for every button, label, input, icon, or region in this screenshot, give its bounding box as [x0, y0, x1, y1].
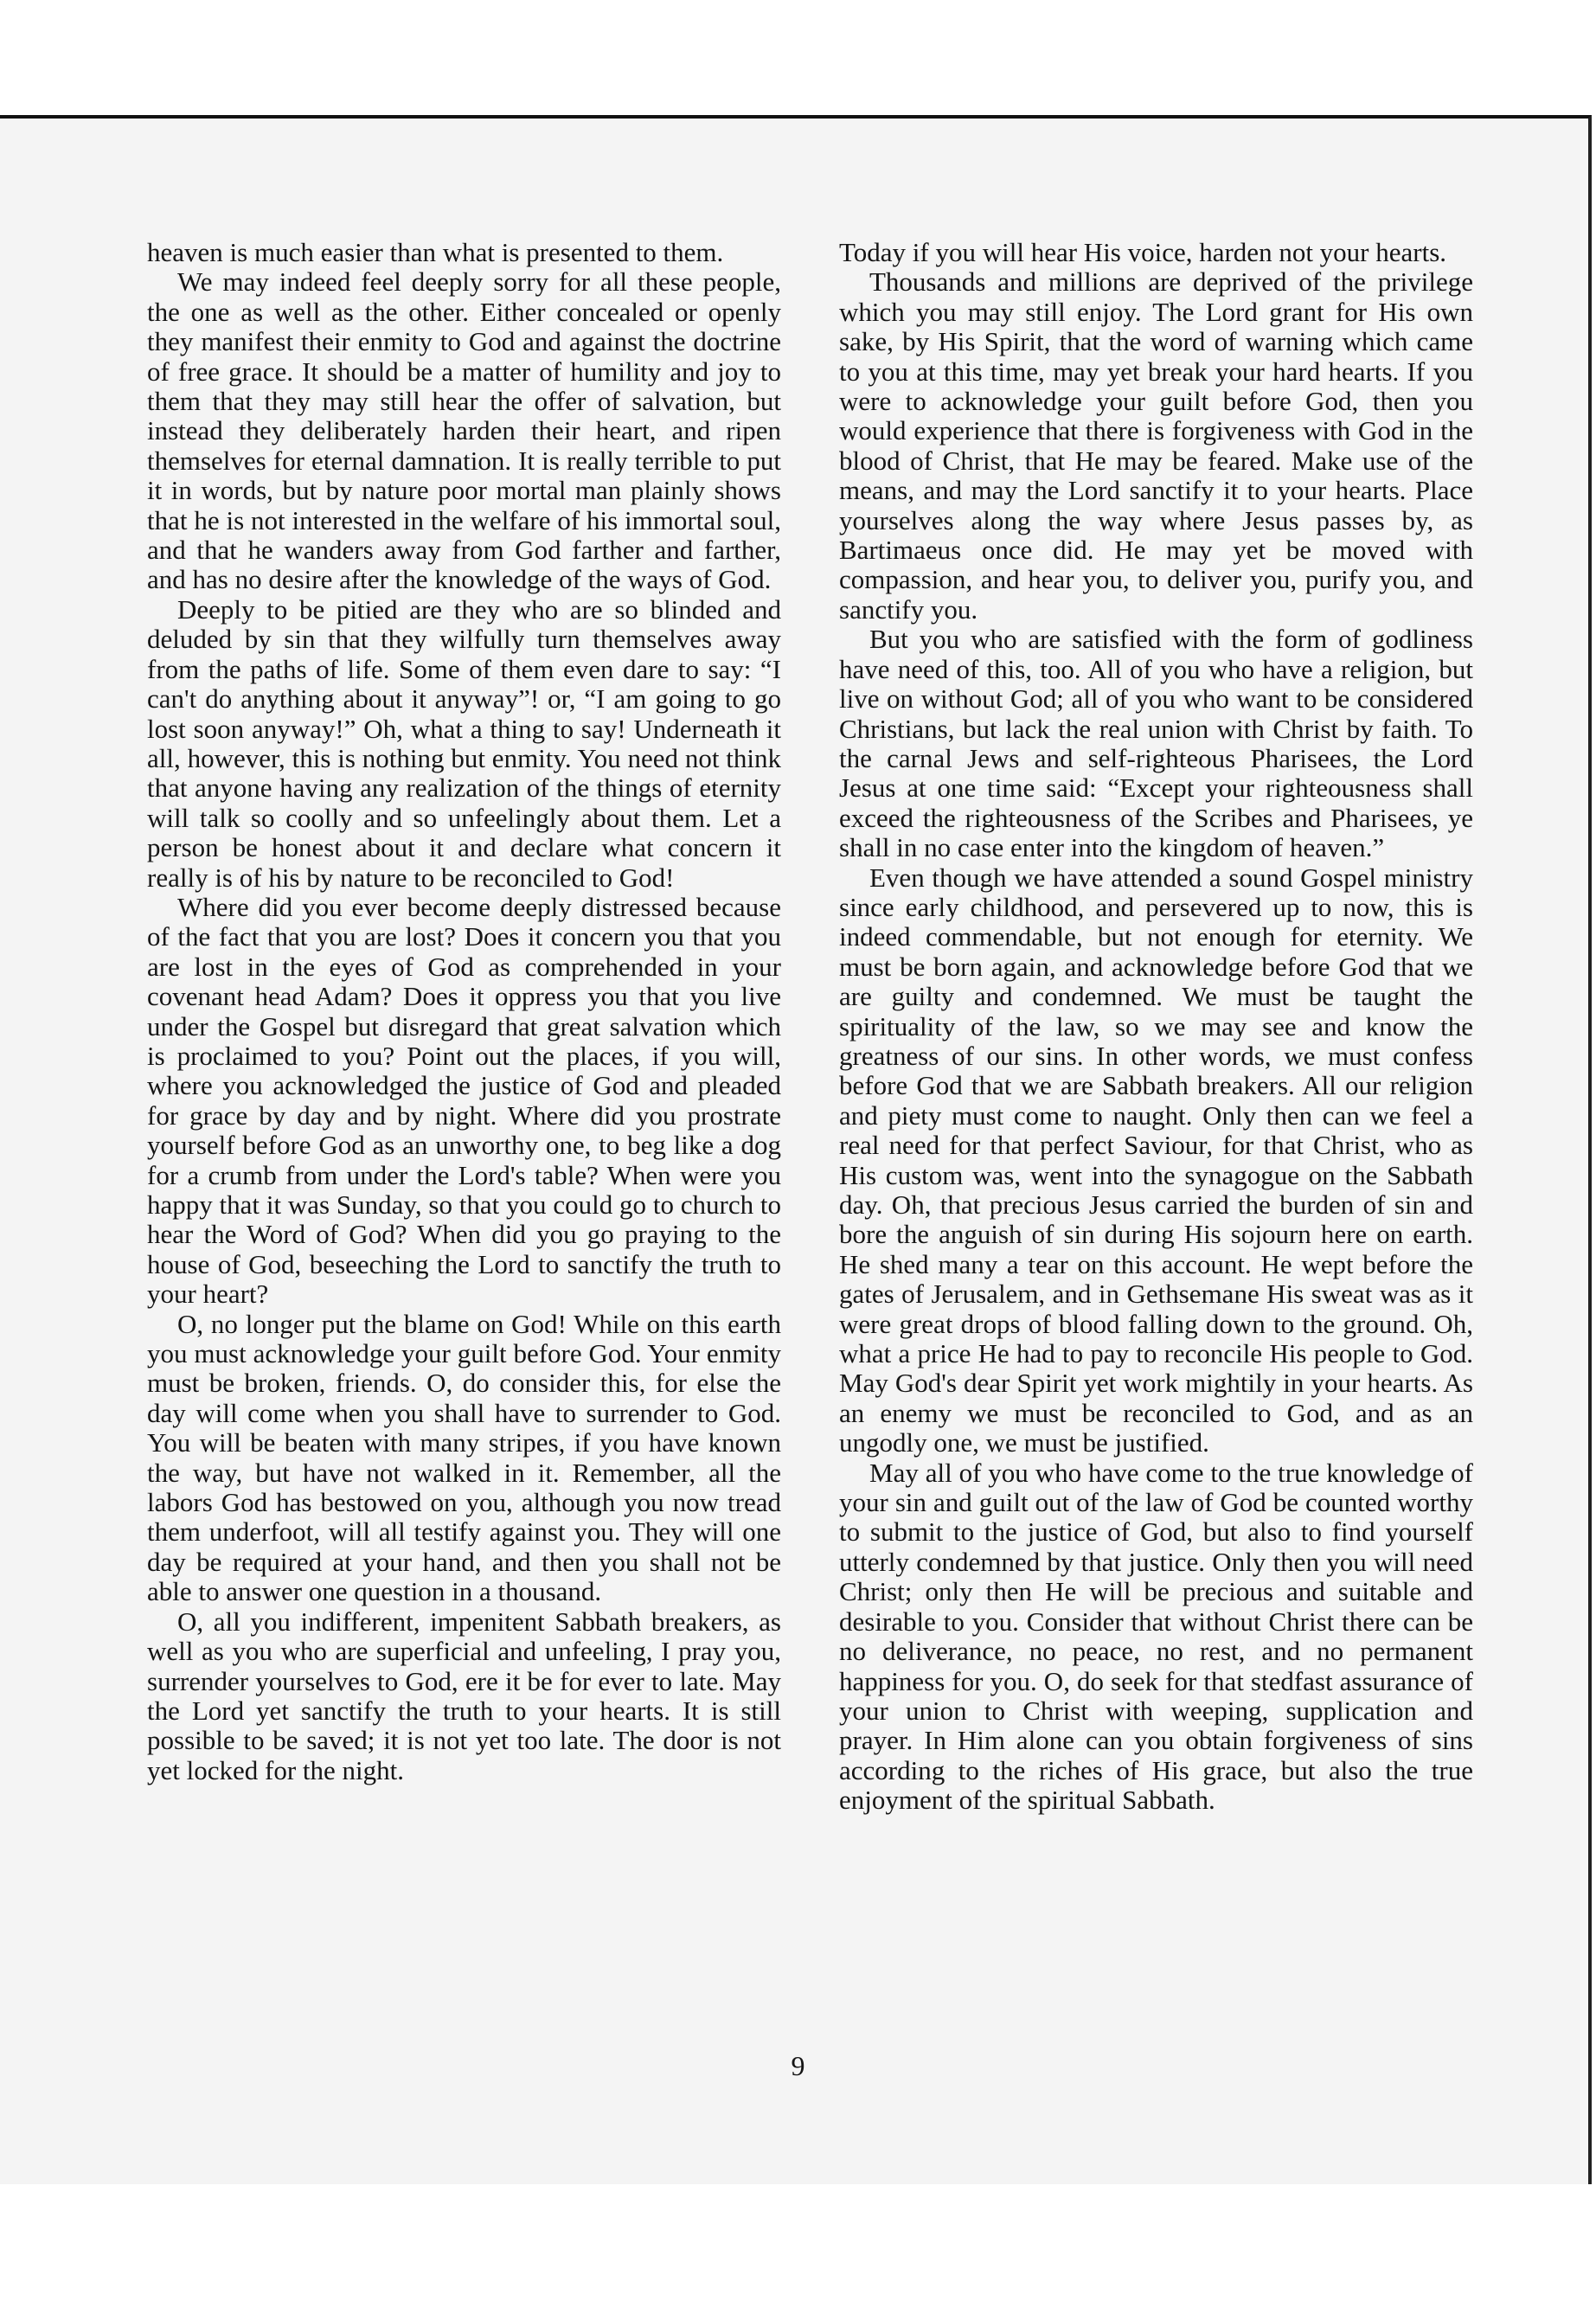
paragraph: But you who are satisfied with the form of godliness have need of this, too. All of you who have a religion, but live on without God; all of you who want to be considered Christians, but lack the real union with Christ by faith. To the carnal Jews and self-righteous Pharisees, the Lord Jesus at one time said: “Except your righteousness shall exceed the righteousness of the Scribes and Pharisees, ye shall in no case enter into the kingdom of heaven.”: [839, 624, 1473, 863]
paragraph: O, no longer put the blame on God! While on this earth you must acknowledge your guilt before God. Your enmity must be broken, friends. O, do consider this, for else the day will come when you shall have to surrender to God. You will be beaten with many stripes, if you have known the way, but have not walked in it. Remember, all the labors God has bestowed on you, although you now tread them underfoot, will all testify against you. They will one day be required at your hand, and then you shall not be able to answer one question in a thousand.: [147, 1308, 781, 1607]
paragraph: heaven is much easier than what is presented to them.: [147, 237, 724, 267]
page-number: 9: [791, 2050, 805, 2081]
left-column: [147, 238, 781, 1785]
paragraph: Where did you ever become deeply distressed because of the fact that you are lost? Does it concern you that you are lost in the eyes of God as comprehended in your covenant head Adam? Does it oppress you that you live under the Gospel but disregard that great salvation which is proclaimed to you? Point out the places, if you will, where you acknowledged the justice of God and pleaded for grace by day and by night. Where did you prostrate yourself before God as an unworthy one, to beg like a dog for a crumb from under the Lord's table? When were you happy that it was Sunday, so that you could go to church to hear the Word of God? When did you go praying to the house of God, beseeching the Lord to sanctify the truth to your heart?: [147, 891, 781, 1310]
paragraph: Even though we have attended a sound Gospel ministry since early childhood, and persevered up to now, this is indeed commendable, but not enough for eternity. We must be born again, and acknowledge before God that we are guilty and condemned. We must be taught the spirituality of the law, so we may see and know the greatness of our sins. In other words, we must confess before God that we are Sabbath breakers. All our religion and piety must come to naught. Only then can we feel a real need for that perfect Saviour, for that Christ, who as His custom was, went into the synagogue on the Sabbath day. Oh, that precious Jesus carried the burden of sin and bore the anguish of sin during His sojourn here on earth. He shed many a tear on this account. He wept before the gates of Jerusalem, and in Gethsemane His sweat was as it were great drops of blood falling down to the ground. Oh, what a price He had to pay to reconcile His people to God. May God's dear Spirit yet work mightily in your hearts. As an enemy we must be reconciled to God, and as an ungodly one, we must be justified.: [839, 862, 1473, 1458]
paragraph: Thousands and millions are deprived of the privilege which you may still enjoy. The Lord grant for His own sake, by His Spirit, that the word of warning which came to you at this time, may yet break your hard hearts. If you were to acknowledge your guilt before God, then you would experience that there is forgiveness with God in the blood of Christ, that He may be feared. Make use of the means, and may the Lord sanctify it to your hearts. Place yourselves along the way where Jesus passes by, as Bartimaeus once did. He may yet be moved with compassion, and hear you, to deliver you, purify you, and sanctify you.: [839, 266, 1473, 625]
right-column: [839, 238, 1473, 1816]
paragraph: Deeply to be pitied are they who are so blinded and deluded by sin that they wilfully turn themselves away from the paths of life. Some of them even dare to say: “I can't do anything about it anyway”! or, “I am going to go lost soon anyway!” Oh, what a thing to say! Underneath it all, however, this is nothing but enmity. You need not think that anyone having any realization of the things of eternity will talk so coolly and so unfeelingly about them. Let a person be honest about it and declare what concern it really is of his by nature to be reconciled to God!: [147, 593, 781, 893]
paragraph: O, all you indifferent, impenitent Sabbath breakers, as well as you who are superficial and unfeeling, I pray you, surrender yourselves to God, ere it be for ever to late. May the Lord yet sanctify the truth to your hearts. It is still possible to be saved; it is not yet too late. The door is not yet locked for the night.: [147, 1606, 781, 1785]
paragraph: We may indeed feel deeply sorry for all these people, the one as well as the other. Either concealed or openly they manifest their enmity to God and against the doctrine of free grace. It should be a matter of humility and joy to them that they may still hear the offer of salvation, but instead they deliberately harden their heart, and ripen themselves for eternal damnation. It is really terrible to put it in words, but by nature poor mortal man plainly shows that he is not interested in the welfare of his immortal soul, and that he wanders away from God farther and farther, and has no desire after the knowledge of the ways of God.: [147, 266, 781, 595]
paragraph: Today if you will hear His voice, harden not your hearts.: [839, 237, 1447, 267]
paragraph: May all of you who have come to the true knowledge of your sin and guilt out of the law of God be counted worthy to submit to the justice of God, but also to find yourself utterly condemned by that justice. Only then you will need Christ; only then He will be precious and suitable and desirable to you. Consider that without Christ there can be no deliverance, no peace, no rest, and no permanent happiness for you. O, do seek for that stedfast assurance of your union to Christ with weeping, supplication and prayer. In Him alone can you obtain forgiveness of sins according to the riches of His grace, but also the true enjoyment of the spiritual Sabbath.: [839, 1457, 1473, 1816]
